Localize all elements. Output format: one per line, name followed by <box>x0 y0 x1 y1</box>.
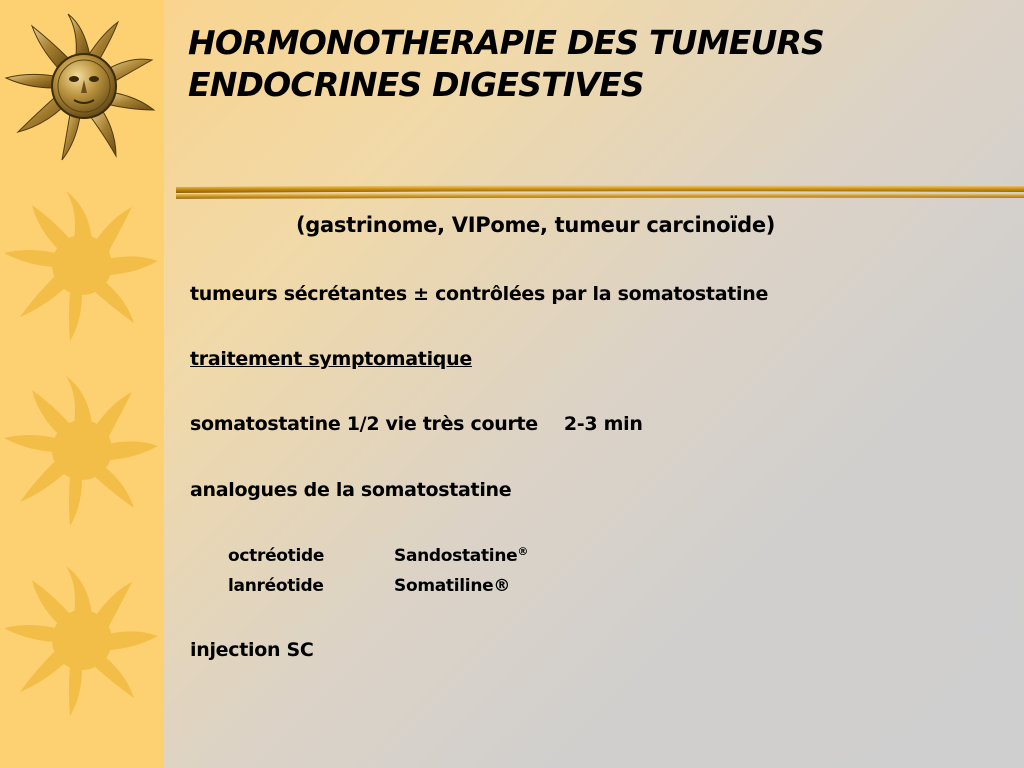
drug-name: octréotide <box>228 546 325 566</box>
sun-medallion-icon <box>0 0 164 175</box>
bullet-symptomatic-treatment: traitement symptomatique <box>190 348 472 370</box>
drug-brand: Somatiline® <box>394 576 511 596</box>
bullet-half-life <box>190 413 643 435</box>
drug-brand-text: Sandostatine <box>394 546 518 566</box>
sun-icon <box>0 560 164 720</box>
registered-mark: ® <box>517 545 529 558</box>
slide-title <box>188 22 1008 106</box>
drug-name: lanréotide <box>228 576 324 596</box>
title-line-1: HORMONOTHERAPIE DES TUMEURS <box>188 23 825 62</box>
drug-brand <box>394 546 528 566</box>
bullet-analogues: analogues de la somatostatine <box>190 479 512 501</box>
bullet-injection: injection SC <box>190 639 314 661</box>
sun-icon <box>0 185 164 345</box>
title-divider <box>176 183 1024 201</box>
bullet-secreting-tumors: tumeurs sécrétantes ± contrôlées par la somatostatine <box>190 283 769 305</box>
half-life-value: 2-3 min <box>563 413 643 435</box>
half-life-label: somatostatine 1/2 vie très courte <box>190 413 538 435</box>
sun-icon <box>0 370 164 530</box>
title-line-2: ENDOCRINES DIGESTIVES <box>188 65 644 104</box>
subtitle: (gastrinome, VIPome, tumeur carcinoïde) <box>296 213 776 237</box>
